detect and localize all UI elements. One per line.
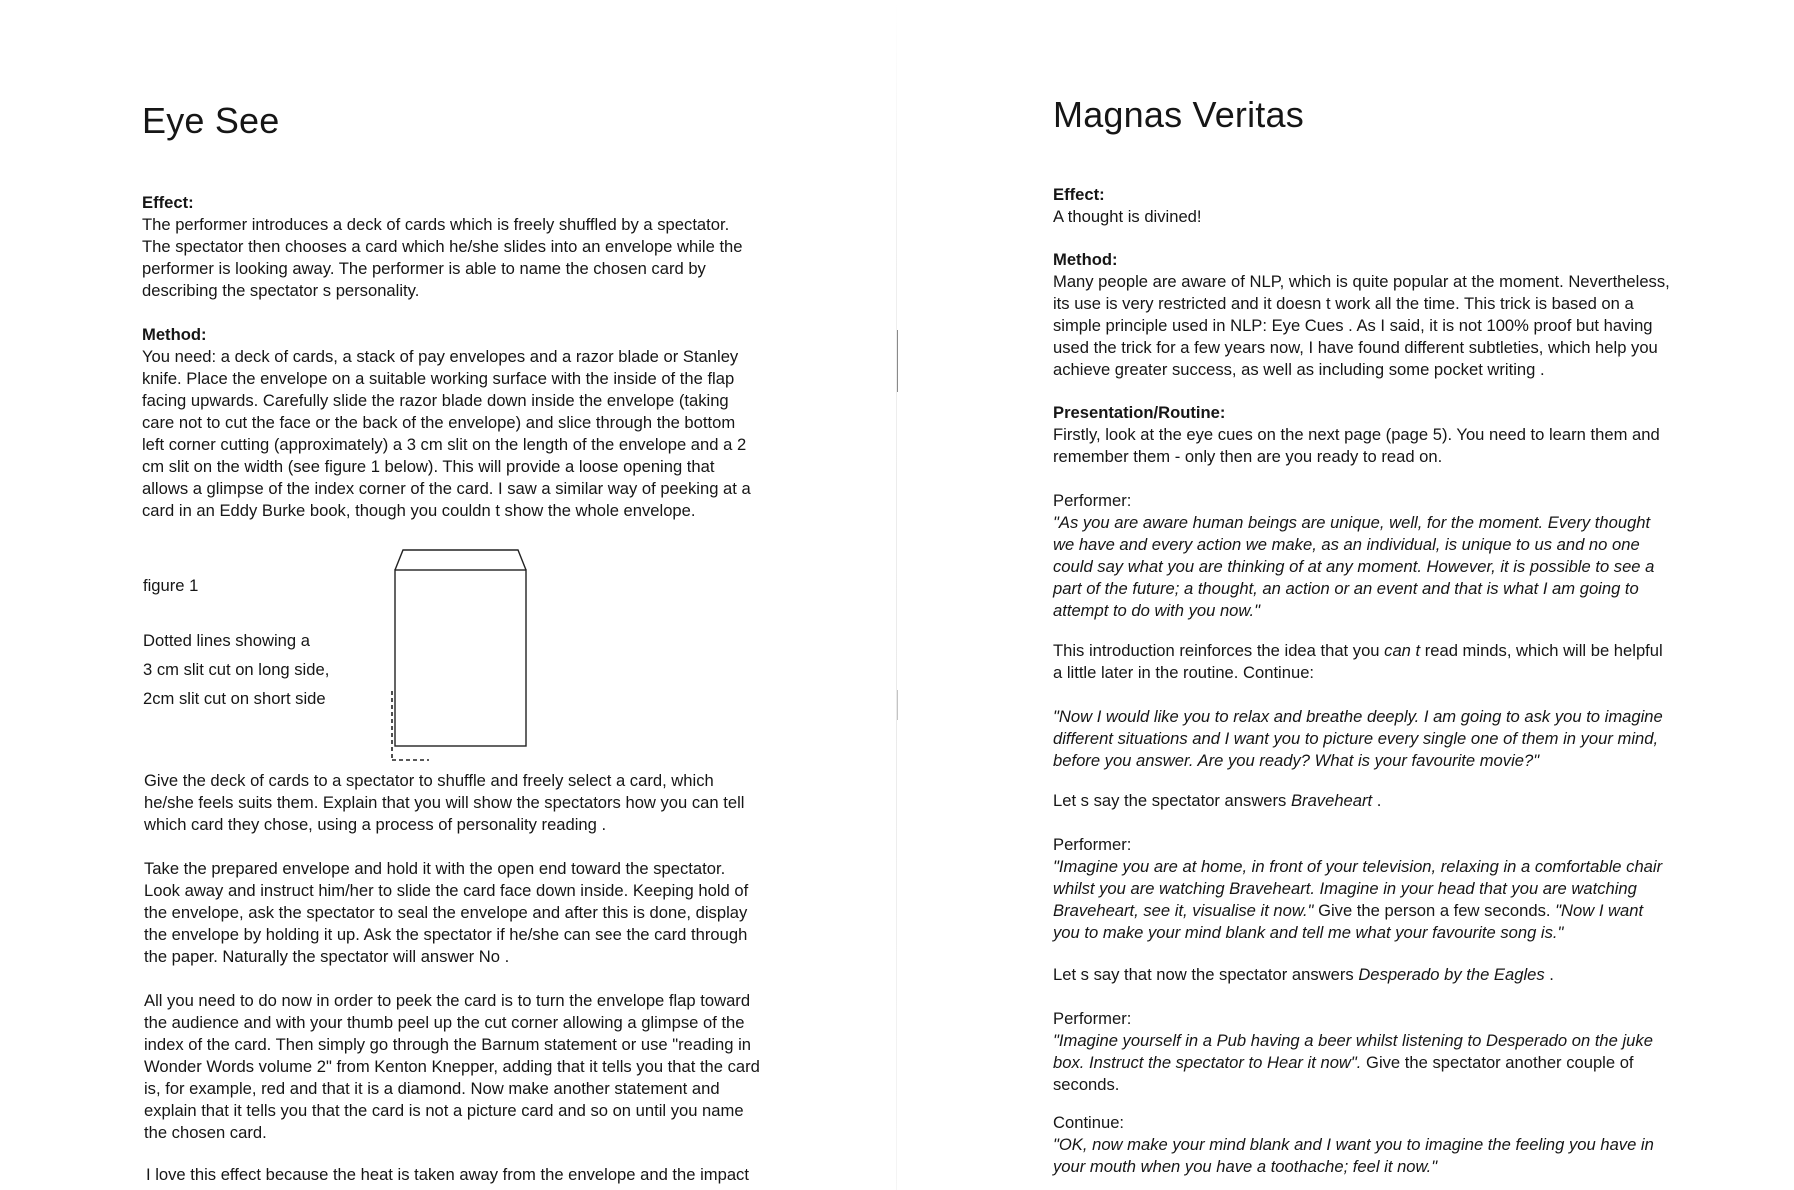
text-line	[1053, 900, 1773, 922]
text-line: the audience and with your thumb peel up the cut corner allowing a glimpse of the	[144, 1013, 745, 1032]
text-line: the envelope, ask the spectator to seal the envelope and after this is done, display	[144, 903, 748, 922]
text-line: Many people are aware of NLP, which is quite popular at the moment. Nevertheless,	[1053, 272, 1670, 291]
text-span: .	[1544, 965, 1554, 984]
figure-label: figure 1	[143, 576, 199, 595]
quote-line: "Now I would like you to relax and breathe deeply. I am going to ask you to imagine	[1053, 707, 1663, 726]
effect-section	[142, 192, 862, 302]
text-line	[1053, 1052, 1773, 1074]
text-line: its use is very restricted and it doesn t work all the time. This trick is based on a	[1053, 294, 1634, 313]
quote-line: you to make your mind blank and tell me what your favourite song is."	[1053, 923, 1564, 942]
performer-block	[1053, 490, 1773, 622]
text-span: Braveheart, see it, visualise it now."	[1053, 901, 1314, 920]
text-line: he/she feels suits them. Explain that you will show the spectators how you can tell	[144, 793, 745, 812]
method-heading: Method:	[142, 325, 207, 344]
quote-line: part of the future; a thought, an action or an event and that is what I am going to	[1053, 579, 1639, 598]
text-line: care not to cut the face or the back of the envelope) and slice through the bottom	[142, 413, 736, 432]
text-line: I love this effect because the heat is taken away from the envelope and the impact	[146, 1165, 749, 1184]
text-span: can t	[1384, 641, 1421, 660]
method-section	[1053, 249, 1773, 381]
text-line: simple principle used in NLP: Eye Cues . As I said, it is not 100% proof but having	[1053, 316, 1653, 335]
text-span: Give the spectator another couple of	[1361, 1053, 1634, 1072]
text-span: "Now I want	[1555, 901, 1644, 920]
text-span: Braveheart	[1290, 791, 1373, 810]
text-line: the chosen card.	[144, 1123, 267, 1142]
text-line: describing the spectator s personality.	[142, 281, 420, 300]
text-line: the envelope by holding it up. Ask the spectator if he/she can see the card through	[144, 925, 748, 944]
speaker-label: Performer:	[1053, 1009, 1132, 1028]
envelope-figure	[385, 546, 535, 764]
text-line: is, for example, red and that it is a diamond. Now make another statement and	[144, 1079, 720, 1098]
text-line	[1053, 640, 1773, 662]
quote-line: your mouth when you have a toothache; feel it now."	[1053, 1157, 1438, 1176]
envelope-body	[395, 570, 526, 746]
page-title: Magnas Veritas	[1053, 94, 1304, 135]
caption-line: Dotted lines showing a	[143, 631, 310, 650]
caption-line: 3 cm slit cut on long side,	[143, 660, 330, 679]
quote-line: "Imagine you are at home, in front of your television, relaxing in a comfortable chair	[1053, 857, 1663, 876]
text-line: index of the card. Then simply go through the Barnum statement or use "reading in	[144, 1035, 751, 1054]
text-line: used the trick for a few years now, I have found different subtleties, which help you	[1053, 338, 1658, 357]
text-line: which card they chose, using a process of personality reading .	[144, 815, 607, 834]
quote-line: we have and every action we make, as an individual, is unique to us and no one	[1053, 535, 1640, 554]
quote-line: could say what you are thinking of at any moment. However, it is possible to see a	[1053, 557, 1655, 576]
quote-line: whilst you are watching Braveheart. Imagine in your head that you are watching	[1053, 879, 1637, 898]
text-line: Look away and instruct him/her to slide the card face down inside. Keeping hold of	[144, 881, 749, 900]
performer-block	[1053, 834, 1773, 944]
paragraph	[144, 990, 864, 1144]
speaker-label: Performer:	[1053, 835, 1132, 854]
effect-heading: Effect:	[142, 193, 194, 212]
paragraph	[144, 858, 864, 968]
text-span: read minds, which will be helpful	[1420, 641, 1663, 660]
method-heading: Method:	[1053, 250, 1118, 269]
text-line: A thought is divined!	[1053, 207, 1202, 226]
text-line: All you need to do now in order to peek the card is to turn the envelope flap toward	[144, 991, 751, 1010]
text-line: Firstly, look at the eye cues on the next page (page 5). You need to learn them and	[1053, 425, 1660, 444]
text-span: Let s say that now the spectator answers	[1053, 965, 1359, 984]
caption-line: 2cm slit cut on short side	[143, 689, 326, 708]
text-line: explain that it tells you that the card is not a picture card and so on until you name	[144, 1101, 744, 1120]
text-line: Give the deck of cards to a spectator to shuffle and freely select a card, which	[144, 771, 714, 790]
text-line: a little later in the routine. Continue:	[1053, 663, 1315, 682]
quote-line: "As you are aware human beings are unique, well, for the moment. Every thought	[1053, 513, 1651, 532]
page-title: Eye See	[142, 100, 280, 141]
presentation-heading: Presentation/Routine:	[1053, 403, 1226, 422]
paragraph	[1053, 640, 1773, 684]
text-line	[1053, 790, 1773, 812]
figure-caption	[143, 626, 329, 713]
paragraph	[1053, 790, 1773, 812]
text-line: knife. Place the envelope on a suitable working surface with the inside of the flap	[142, 369, 735, 388]
text-line: achieve greater success, as well as including some pocket writing .	[1053, 360, 1545, 379]
performer-block	[1053, 1008, 1773, 1096]
continue-block	[1053, 1112, 1773, 1178]
text-line: The performer introduces a deck of cards which is freely shuffled by a spectator.	[142, 215, 730, 234]
text-line: facing upwards. Carefully slide the razor blade down inside the envelope (taking	[142, 391, 729, 410]
quote-line: before you answer. Are you ready? What is your favourite movie?"	[1053, 751, 1540, 770]
quote-line: "OK, now make your mind blank and I want you to imagine the feeling you have in	[1053, 1135, 1654, 1154]
paragraph	[146, 1164, 866, 1186]
text-line: The spectator then chooses a card which he/she slides into an envelope while the	[142, 237, 743, 256]
speaker-label: Continue:	[1053, 1113, 1125, 1132]
text-span: box. Instruct the spectator to Hear it now".	[1053, 1053, 1362, 1072]
text-line: performer is looking away. The performer is able to name the chosen card by	[142, 259, 706, 278]
text-line: card in an Eddy Burke book, though you couldn t show the whole envelope.	[142, 501, 696, 520]
text-line: Wonder Words volume 2" from Kenton Knepper, adding that it tells you that the card	[144, 1057, 760, 1076]
text-line: allows a glimpse of the index corner of the card. I saw a similar way of peeking at a	[142, 479, 751, 498]
method-section	[142, 324, 862, 522]
text-line: remember them - only then are you ready to read on.	[1053, 447, 1443, 466]
effect-section	[1053, 184, 1773, 228]
quote-line: "Imagine yourself in a Pub having a beer whilst listening to Desperado on the juke	[1053, 1031, 1653, 1050]
quote-line: different situations and I want you to picture every single one of them in your mind,	[1053, 729, 1659, 748]
effect-heading: Effect:	[1053, 185, 1105, 204]
text-line: seconds.	[1053, 1075, 1120, 1094]
text-line: left corner cutting (approximately) a 3 cm slit on the length of the envelope and a 2	[142, 435, 747, 454]
text-span: .	[1372, 791, 1382, 810]
envelope-flap	[395, 550, 526, 570]
text-line: You need: a deck of cards, a stack of pay envelopes and a razor blade or Stanley	[142, 347, 739, 366]
quote-block	[1053, 706, 1773, 772]
right-page	[897, 0, 1794, 1190]
text-span: Desperado by the Eagles	[1358, 965, 1545, 984]
presentation-section	[1053, 402, 1773, 468]
text-span: This introduction reinforces the idea that you	[1053, 641, 1385, 660]
paragraph	[144, 770, 864, 836]
text-line: the paper. Naturally the spectator will answer No .	[144, 947, 510, 966]
text-span: Let s say the spectator answers	[1053, 791, 1291, 810]
text-line: cm slit on the width (see figure 1 below). This will provide a loose opening that	[142, 457, 715, 476]
quote-line: attempt to do with you now."	[1053, 601, 1260, 620]
text-line	[1053, 964, 1773, 986]
text-span: Give the person a few seconds.	[1313, 901, 1556, 920]
speaker-label: Performer:	[1053, 491, 1132, 510]
text-line: Take the prepared envelope and hold it with the open end toward the spectator.	[144, 859, 726, 878]
paragraph	[1053, 964, 1773, 986]
